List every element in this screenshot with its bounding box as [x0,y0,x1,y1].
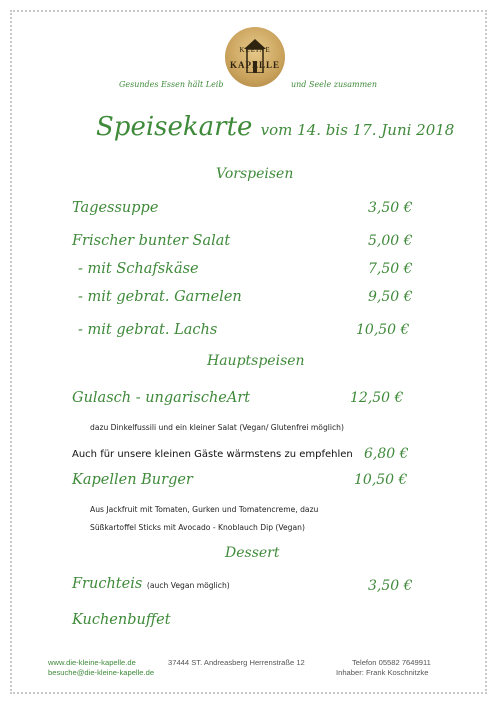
footer-phone: Telefon 05582 7649911 [352,658,431,667]
starter-price-2: 5,00 € [368,233,413,249]
starter-name-1: Tagessuppe [72,200,159,216]
section-dessert: Dessert [225,545,280,561]
tagline-right: und Seele zusammen [291,80,378,89]
menu-date-range: vom 14. bis 17. Juni 2018 [260,121,455,139]
kids-dish-label: Auch für unsere kleinen Gäste wärmstens zu empfehlen [72,449,353,460]
section-starters: Vorspeisen [216,166,294,182]
footer-website: www.die-kleine-kapelle.de [48,658,136,667]
footer-address: 37444 ST. Andreasberg Herrenstraße 12 [168,658,305,667]
starter-name-3: - mit Schafskäse [78,261,199,277]
starter-price-3: 7,50 € [368,261,413,277]
footer-email: besuche@die-kleine-kapelle.de [48,668,155,677]
starter-name-2: Frischer bunter Salat [72,233,231,249]
kids-dish-price: 6,80 € [364,446,409,462]
dessert-note-1: (auch Vegan möglich) [146,581,230,590]
main-desc-3a: Aus Jackfruit mit Tomaten, Gurken und Tomatencreme, dazu [90,505,319,514]
main-price-1: 12,50 € [350,390,404,406]
footer-owner: Inhaber: Frank Koschnitzke [336,668,429,677]
main-name-1: Gulasch - ungarischeArt [72,390,251,406]
main-price-3: 10,50 € [354,472,408,488]
tagline-left: Gesundes Essen hält Leib [119,80,224,89]
starter-name-5: - mit gebrat. Lachs [78,322,218,338]
main-desc-3b: Süßkartoffel Sticks mit Avocado - Knoblauch Dip (Vegan) [90,523,305,532]
dessert-name-2: Kuchenbuffet [72,612,171,628]
starter-name-4: - mit gebrat. Garnelen [78,289,242,305]
section-mains: Hauptspeisen [207,353,305,369]
dessert-name-1: Fruchteis [72,576,143,592]
main-name-3: Kapellen Burger [72,472,193,488]
menu-title-main: Speisekarte [96,112,253,142]
logo-text-top: KLEINE [239,46,271,54]
dessert-line-1 [72,576,230,592]
dessert-price-1: 3,50 € [368,578,413,594]
logo-text-bottom: KAPELLE [229,60,280,70]
main-desc-1: dazu Dinkelfussili und ein kleiner Salat (Vegan/ Glutenfrei möglich) [90,423,344,432]
starter-price-4: 9,50 € [368,289,413,305]
kapelle-logo [225,27,285,87]
starter-price-5: 10,50 € [356,322,410,338]
menu-title [96,112,454,142]
starter-price-1: 3,50 € [368,200,413,216]
